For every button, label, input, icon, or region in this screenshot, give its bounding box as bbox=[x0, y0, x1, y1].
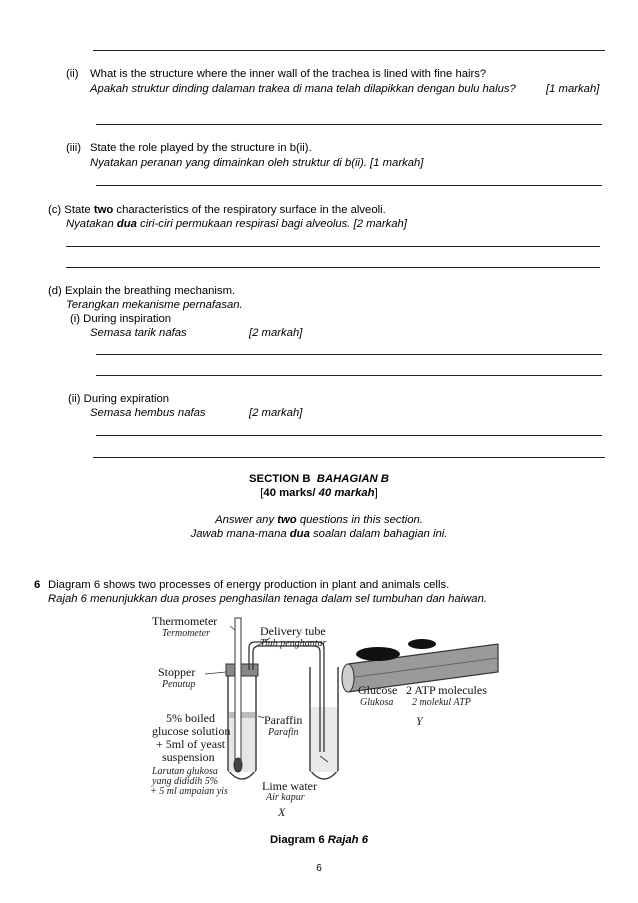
solution-label: 5% boiled bbox=[166, 711, 215, 725]
question-d-ii-ms: Semasa hembus nafas bbox=[90, 407, 206, 419]
solution-label: suspension bbox=[162, 750, 215, 764]
question-d-en: (d) Explain the breathing mechanism. bbox=[48, 285, 236, 297]
marks-label: [1 markah] bbox=[546, 83, 600, 95]
label-x: X bbox=[278, 805, 286, 819]
lime-water-label-ms: Air kapur bbox=[266, 792, 305, 803]
question-text-en: What is the structure where the inner wall of the trachea is lined with fine hairs? bbox=[90, 68, 487, 80]
question-text-ms: Apakah struktur dinding dalaman trakea di mana telah dilapikkan dengan bulu halus? bbox=[90, 83, 516, 95]
stopper-label-ms: Penutup bbox=[162, 679, 196, 690]
section-title: SECTION B BAHAGIAN B bbox=[249, 473, 389, 485]
fermentation-diagram bbox=[150, 612, 500, 822]
solution-label: + 5ml of yeast bbox=[156, 737, 226, 751]
answer-line bbox=[96, 185, 602, 186]
answer-line bbox=[93, 50, 605, 51]
question-number: 6 bbox=[34, 579, 41, 591]
answer-line bbox=[96, 354, 602, 355]
answer-line bbox=[93, 457, 605, 458]
marks-label: [2 markah] bbox=[249, 407, 303, 419]
glucose-label: Glucose bbox=[358, 683, 398, 697]
solution-label-ms: + 5 ml ampaian yis bbox=[150, 786, 228, 797]
answer-line bbox=[96, 435, 602, 436]
question-d-ii-en: (ii) During expiration bbox=[68, 393, 170, 405]
question-c-ms: Nyatakan dua ciri-ciri permukaan respirasi bagi alveolus. [2 markah] bbox=[66, 218, 407, 230]
atp-label-ms: 2 molekul ATP bbox=[412, 697, 471, 708]
solution-label-ms: Larutan glukosa bbox=[152, 766, 218, 777]
page-number: 6 bbox=[316, 863, 322, 874]
label-y: Y bbox=[416, 714, 423, 728]
question-d-ms: Terangkan mekanisme pernafasan. bbox=[66, 299, 243, 311]
marks-label: [2 markah] bbox=[249, 327, 303, 339]
stopper-label: Stopper bbox=[158, 665, 196, 679]
question-text-en: State the role played by the structure in b(ii). bbox=[90, 142, 312, 154]
paraffin-label: Paraffin bbox=[264, 713, 303, 727]
thermometer-label-ms: Termometer bbox=[162, 628, 210, 639]
paraffin-label-ms: Parafin bbox=[268, 727, 299, 738]
paraffin-layer bbox=[229, 712, 255, 718]
question-number: (ii) bbox=[66, 68, 79, 80]
answer-line bbox=[96, 375, 602, 376]
lime-water-label: Lime water bbox=[262, 779, 317, 793]
delivery-tube-label-ms: Tiub penghantar bbox=[260, 638, 327, 649]
thermometer-label: Thermometer bbox=[152, 614, 218, 628]
question-6-ms: Rajah 6 menunjukkan dua proses penghasilan tenaga dalam sel tumbuhan dan haiwan. bbox=[48, 593, 488, 605]
section-instruction-ms: Jawab mana-mana dua soalan dalam bahagian ini. bbox=[190, 528, 448, 540]
question-6-en: Diagram 6 shows two processes of energy production in plant and animals cells. bbox=[48, 579, 450, 591]
question-c-en: (c) State two characteristics of the respiratory surface in the alveoli. bbox=[48, 204, 386, 216]
delivery-tube-label: Delivery tube bbox=[260, 624, 326, 638]
section-instruction-en: Answer any two questions in this section. bbox=[215, 514, 423, 526]
solution-label-ms: yang dididih 5% bbox=[152, 776, 219, 787]
glucose-label-ms: Glukosa bbox=[360, 697, 394, 708]
atp-label: 2 ATP molecules bbox=[406, 683, 487, 697]
answer-line bbox=[66, 246, 600, 247]
thermometer bbox=[234, 618, 242, 772]
section-marks: [40 marks/ 40 markah] bbox=[260, 487, 378, 499]
answer-line bbox=[96, 124, 602, 125]
diagram-caption: Diagram 6 Rajah 6 bbox=[270, 834, 368, 846]
solution-label: glucose solution bbox=[152, 724, 231, 738]
answer-line bbox=[66, 267, 600, 268]
question-d-i-ms: Semasa tarik nafas bbox=[90, 327, 187, 339]
question-d-i-en: (i) During inspiration bbox=[70, 313, 172, 325]
question-number: (iii) bbox=[66, 142, 82, 154]
question-text-ms: Nyatakan peranan yang dimainkan oleh struktur di b(ii). [1 markah] bbox=[90, 157, 424, 169]
